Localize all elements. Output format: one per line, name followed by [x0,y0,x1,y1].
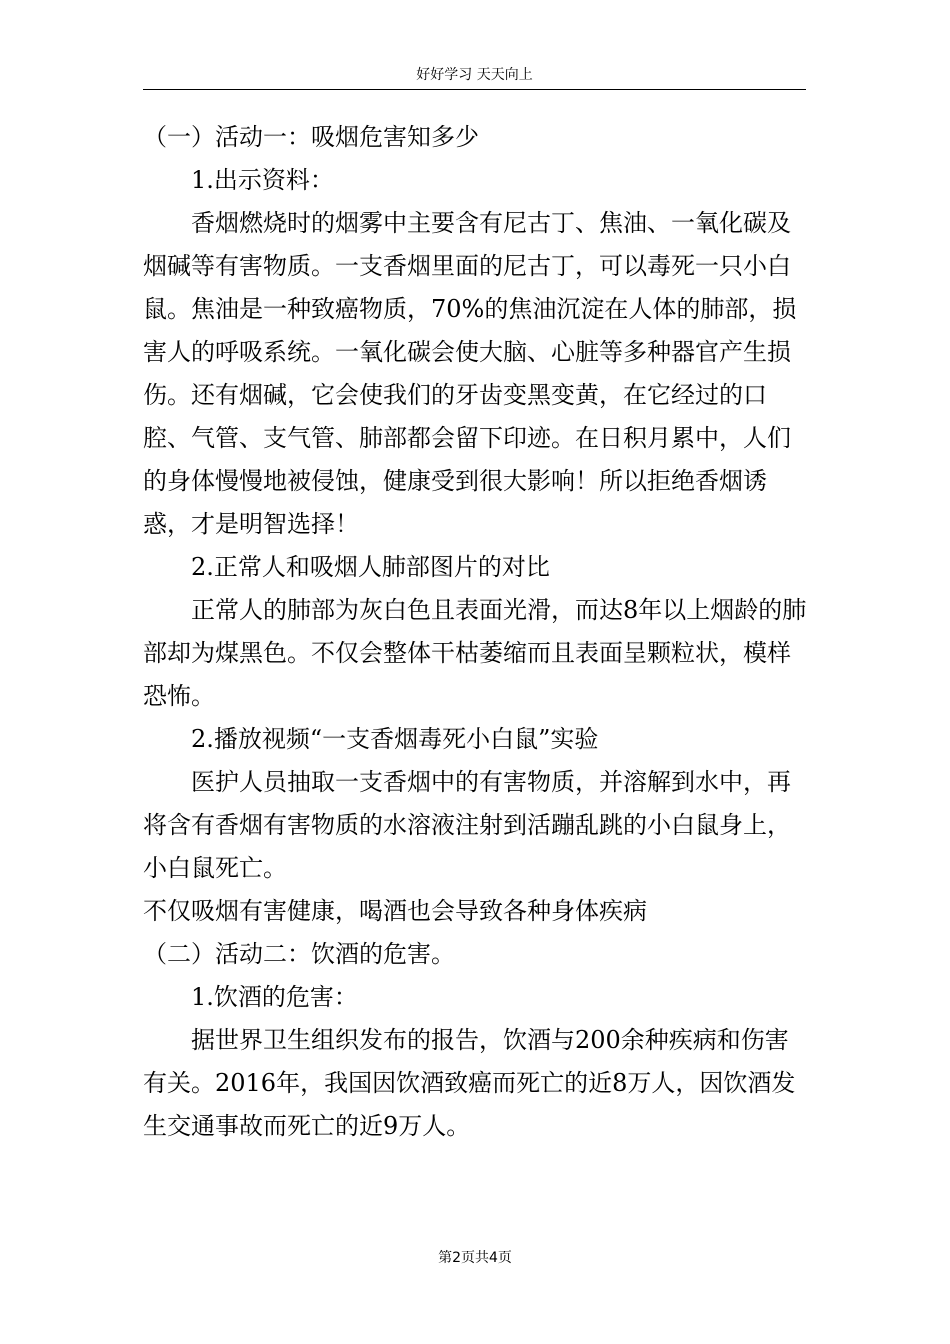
subheading-1-2: 2.正常人和吸烟人肺部图片的对比 [191,553,550,581]
transition-line: 不仅吸烟有害健康，喝酒也会导致各种身体疾病 [143,897,647,925]
section-heading-1: （一）活动一：吸烟危害知多少 [143,123,479,151]
subheading-1-1: 1.出示资料： [191,166,334,194]
page-footer [0,1248,950,1268]
subheading-1-3: 2.播放视频“一支香烟毒死小白鼠”实验 [191,725,599,753]
document-body [143,116,807,1148]
subheading-2-1: 1.饮酒的危害： [191,983,358,1011]
section-heading-2: （二）活动二：饮酒的危害。 [143,940,455,968]
page-header [143,62,806,90]
paragraph-experiment: 医护人员抽取一支香烟中的有害物质，并溶解到水中，再将含有香烟有害物质的水溶液注射到活蹦乱跳的小白鼠身上，小白鼠死亡。 [143,768,791,882]
paragraph-lung-compare: 正常人的肺部为灰白色且表面光滑，而达8年以上烟龄的肺部却为煤黑色。不仅会整体干枯萎缩而且表面呈颗粒状，模样恐怖。 [143,596,807,710]
paragraph-drinking-harm: 据世界卫生组织发布的报告，饮酒与200余种疾病和伤害有关。2016年，我国因饮酒致癌而死亡的近8万人，因饮酒发生交通事故而死亡的近9万人。 [143,1026,796,1140]
page-number: 第2页共4页 [438,1250,512,1266]
paragraph-smoking-harm: 香烟燃烧时的烟雾中主要含有尼古丁、焦油、一氧化碳及烟碱等有害物质。一支香烟里面的尼古丁，可以毒死一只小白鼠。焦油是一种致癌物质，70%的焦油沉淀在人体的肺部，损害人的呼吸系统。一氧化碳会使大脑、心脏等多种器官产生损伤。还有烟碱，它会使我们的牙齿变黑变黄，在它经过的口腔、气管、支气管、肺部都会留下印迹。在日积月累中，人们的身体慢慢地被侵蚀，健康受到很大影响！所以拒绝香烟诱惑，才是明智选择！ [143,209,797,538]
header-text: 好好学习 天天向上 [416,67,533,83]
